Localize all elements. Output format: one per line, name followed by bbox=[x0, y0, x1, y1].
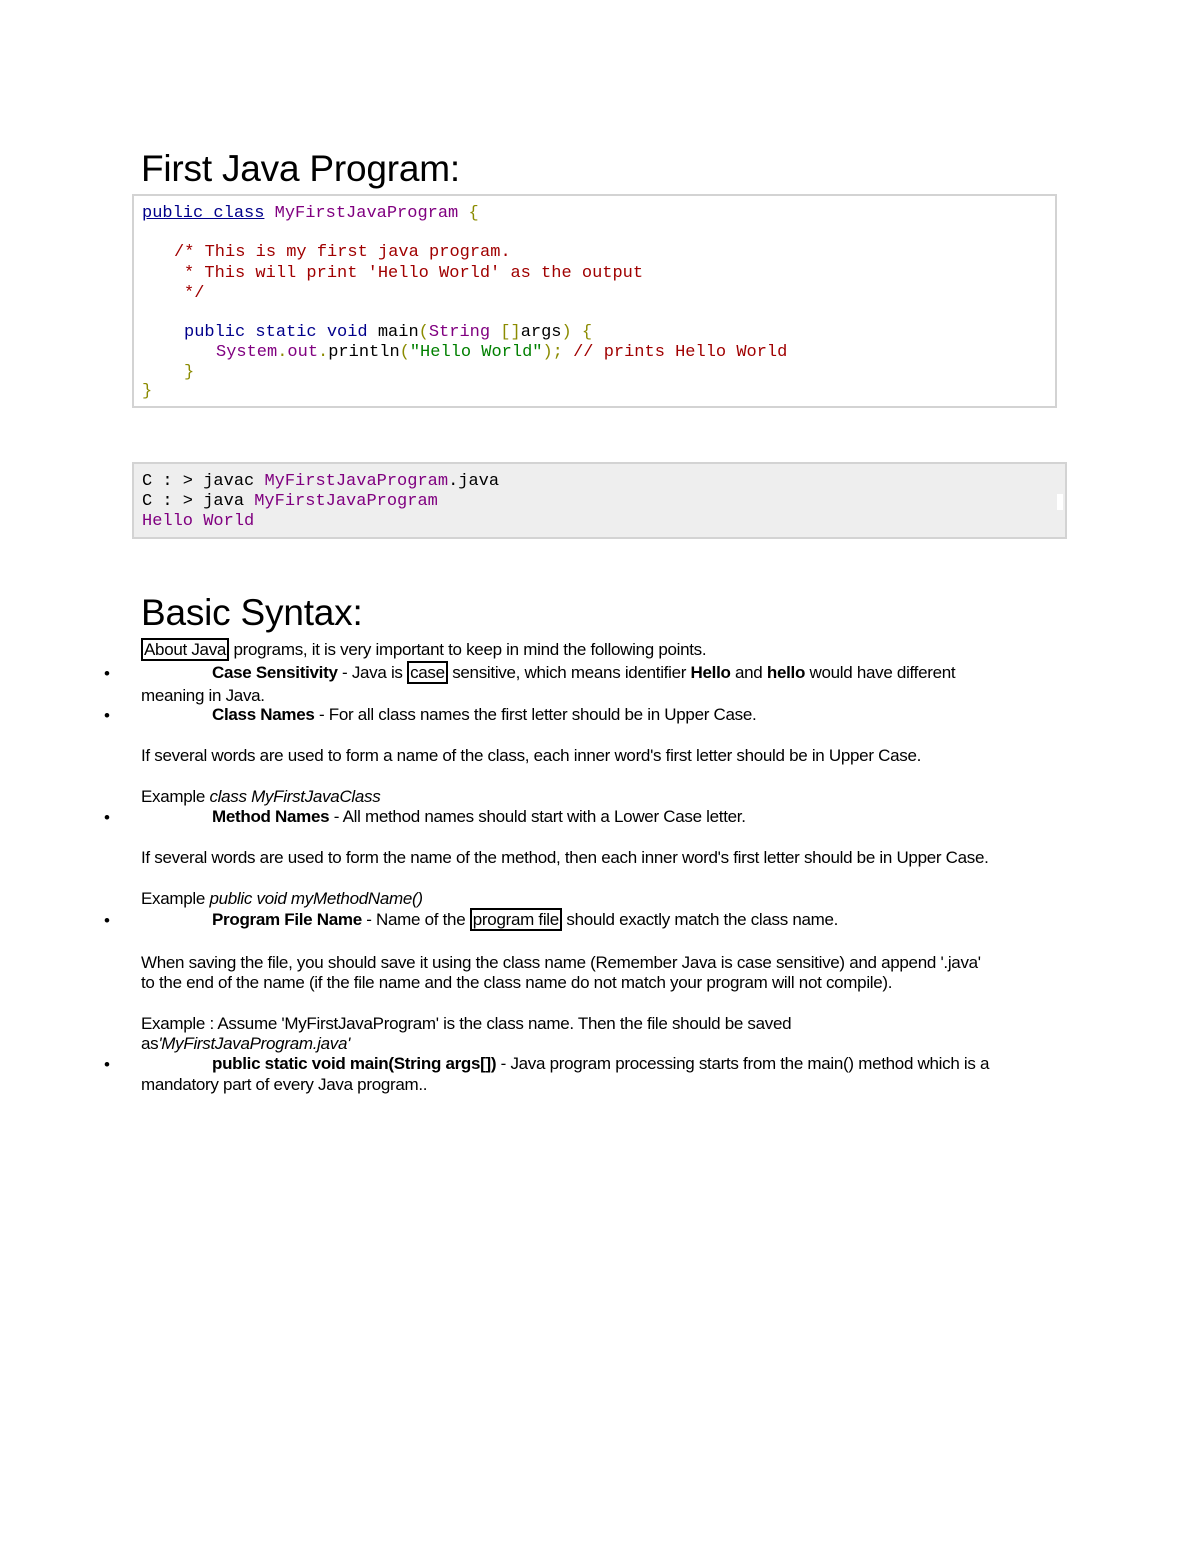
terminal-line-1 bbox=[142, 472, 499, 492]
code-comment-line-2: * This will print 'Hello World' as the output bbox=[184, 264, 644, 283]
bullet-class-names bbox=[212, 705, 756, 725]
code-class-name: MyFirstJavaProgram bbox=[274, 204, 459, 223]
class-example bbox=[141, 787, 380, 807]
bold-identifier: Hello bbox=[690, 663, 731, 682]
code-comment-line-1: /* This is my first java program. bbox=[174, 243, 511, 262]
bullet-continuation: mandatory part of every Java program.. bbox=[141, 1075, 428, 1094]
bullet-text: - All method names should start with a Lower Case letter. bbox=[329, 807, 746, 826]
code-punct: ( bbox=[418, 323, 429, 342]
bullet-term: public static void main(String args[]) bbox=[212, 1054, 497, 1073]
method-names-paragraph: If several words are used to form the name of the method, then each inner word's first letter should be in Upper Case. bbox=[141, 848, 989, 867]
code-param: args bbox=[520, 323, 562, 342]
example-code: public void myMethodName() bbox=[209, 889, 423, 908]
code-close-brace-inner: } bbox=[184, 363, 195, 382]
example-code: 'MyFirstJavaProgram.java' bbox=[158, 1034, 351, 1053]
code-field: out bbox=[287, 343, 319, 362]
bullet-text: should exactly match the class name. bbox=[561, 910, 839, 929]
bullet-text: - For all class names the first letter should be in Upper Case. bbox=[314, 705, 757, 724]
bullet-term: Program File Name bbox=[212, 910, 362, 929]
method-example bbox=[141, 889, 423, 909]
bullet-continuation: meaning in Java. bbox=[141, 686, 265, 705]
bullet-icon: • bbox=[104, 808, 110, 827]
bullet-text: - Java program processing starts from the main() method which is a bbox=[496, 1054, 990, 1073]
bullet-term: Method Names bbox=[212, 807, 330, 826]
bullet-text: sensitive, which means identifier bbox=[447, 663, 691, 682]
file-name-paragraph-line-1: When saving the file, you should save it using the class name (Remember Java is case sensitive) and append '.java' bbox=[141, 953, 981, 972]
bullet-icon: • bbox=[104, 911, 110, 930]
terminal-command: java bbox=[203, 492, 245, 511]
intro-paragraph bbox=[141, 640, 706, 660]
terminal-output: Hello World bbox=[142, 512, 255, 531]
terminal-output-block bbox=[132, 462, 1067, 539]
program-file-link[interactable]: program file bbox=[470, 908, 562, 931]
code-punct: ); bbox=[542, 343, 563, 362]
bullet-text: would have different bbox=[805, 663, 956, 682]
code-string: "Hello World" bbox=[409, 343, 543, 362]
code-punct: ) { bbox=[561, 323, 593, 342]
example-label: Example bbox=[141, 889, 210, 908]
code-block bbox=[132, 194, 1057, 408]
code-method: main bbox=[377, 323, 419, 342]
scrollbar-thumb[interactable] bbox=[1057, 494, 1063, 510]
bold-identifier: hello bbox=[766, 663, 806, 682]
bullet-text: - Name of the bbox=[361, 910, 470, 929]
terminal-command: javac bbox=[203, 472, 255, 491]
code-line-main bbox=[184, 323, 592, 343]
code-keyword: public class bbox=[142, 204, 265, 223]
terminal-class: MyFirstJavaProgram bbox=[254, 492, 438, 511]
terminal-prompt: C : > bbox=[142, 492, 194, 511]
terminal-ext: java bbox=[458, 472, 500, 491]
bullet-text: - Java is bbox=[337, 663, 408, 682]
code-punct: . bbox=[277, 343, 288, 362]
terminal-prompt: C : > bbox=[142, 472, 194, 491]
code-line-println bbox=[216, 343, 787, 363]
bullet-method-names bbox=[212, 807, 746, 827]
class-names-paragraph: If several words are used to form a name of the class, each inner word's first letter should be in Upper Case. bbox=[141, 746, 922, 765]
section-title-first-java-program: First Java Program: bbox=[141, 148, 460, 189]
code-punct: [] bbox=[500, 323, 521, 342]
file-example-line-2 bbox=[141, 1034, 350, 1054]
code-line-1 bbox=[142, 204, 479, 224]
code-class-name: System bbox=[216, 343, 278, 362]
bullet-icon: • bbox=[104, 1055, 110, 1074]
example-code: class MyFirstJavaClass bbox=[209, 787, 381, 806]
bullet-icon: • bbox=[104, 706, 110, 725]
code-punct: ( bbox=[399, 343, 410, 362]
code-method: println bbox=[328, 343, 400, 362]
terminal-class: MyFirstJavaProgram bbox=[264, 472, 449, 491]
file-example-line-1: Example : Assume 'MyFirstJavaProgram' is the class name. Then the file should be saved bbox=[141, 1014, 792, 1033]
example-label: as bbox=[141, 1034, 159, 1053]
bullet-text: and bbox=[730, 663, 767, 682]
code-close-brace-outer: } bbox=[142, 382, 153, 401]
section-title-basic-syntax: Basic Syntax: bbox=[141, 592, 363, 633]
code-comment: // prints Hello World bbox=[573, 343, 788, 362]
bullet-case-sensitivity bbox=[212, 663, 955, 683]
terminal-dot: . bbox=[448, 472, 459, 491]
case-link[interactable]: case bbox=[407, 661, 448, 684]
terminal-line-2 bbox=[142, 492, 438, 512]
code-type: String bbox=[428, 323, 491, 342]
bullet-term: Case Sensitivity bbox=[212, 663, 338, 682]
code-brace: { bbox=[468, 204, 479, 223]
code-comment-line-3: */ bbox=[184, 284, 205, 303]
bullet-icon: • bbox=[104, 664, 110, 683]
example-label: Example bbox=[141, 787, 210, 806]
bullet-term: Class Names bbox=[212, 705, 315, 724]
bullet-main-method bbox=[212, 1054, 989, 1074]
intro-text: programs, it is very important to keep in mind the following points. bbox=[229, 640, 707, 659]
code-punct: . bbox=[318, 343, 329, 362]
code-keyword: public static void bbox=[184, 323, 368, 342]
about-java-link[interactable]: About Java bbox=[141, 638, 229, 661]
bullet-program-file-name bbox=[212, 910, 838, 930]
file-name-paragraph-line-2: to the end of the name (if the file name and the class name do not match your program will not compile). bbox=[141, 973, 893, 992]
